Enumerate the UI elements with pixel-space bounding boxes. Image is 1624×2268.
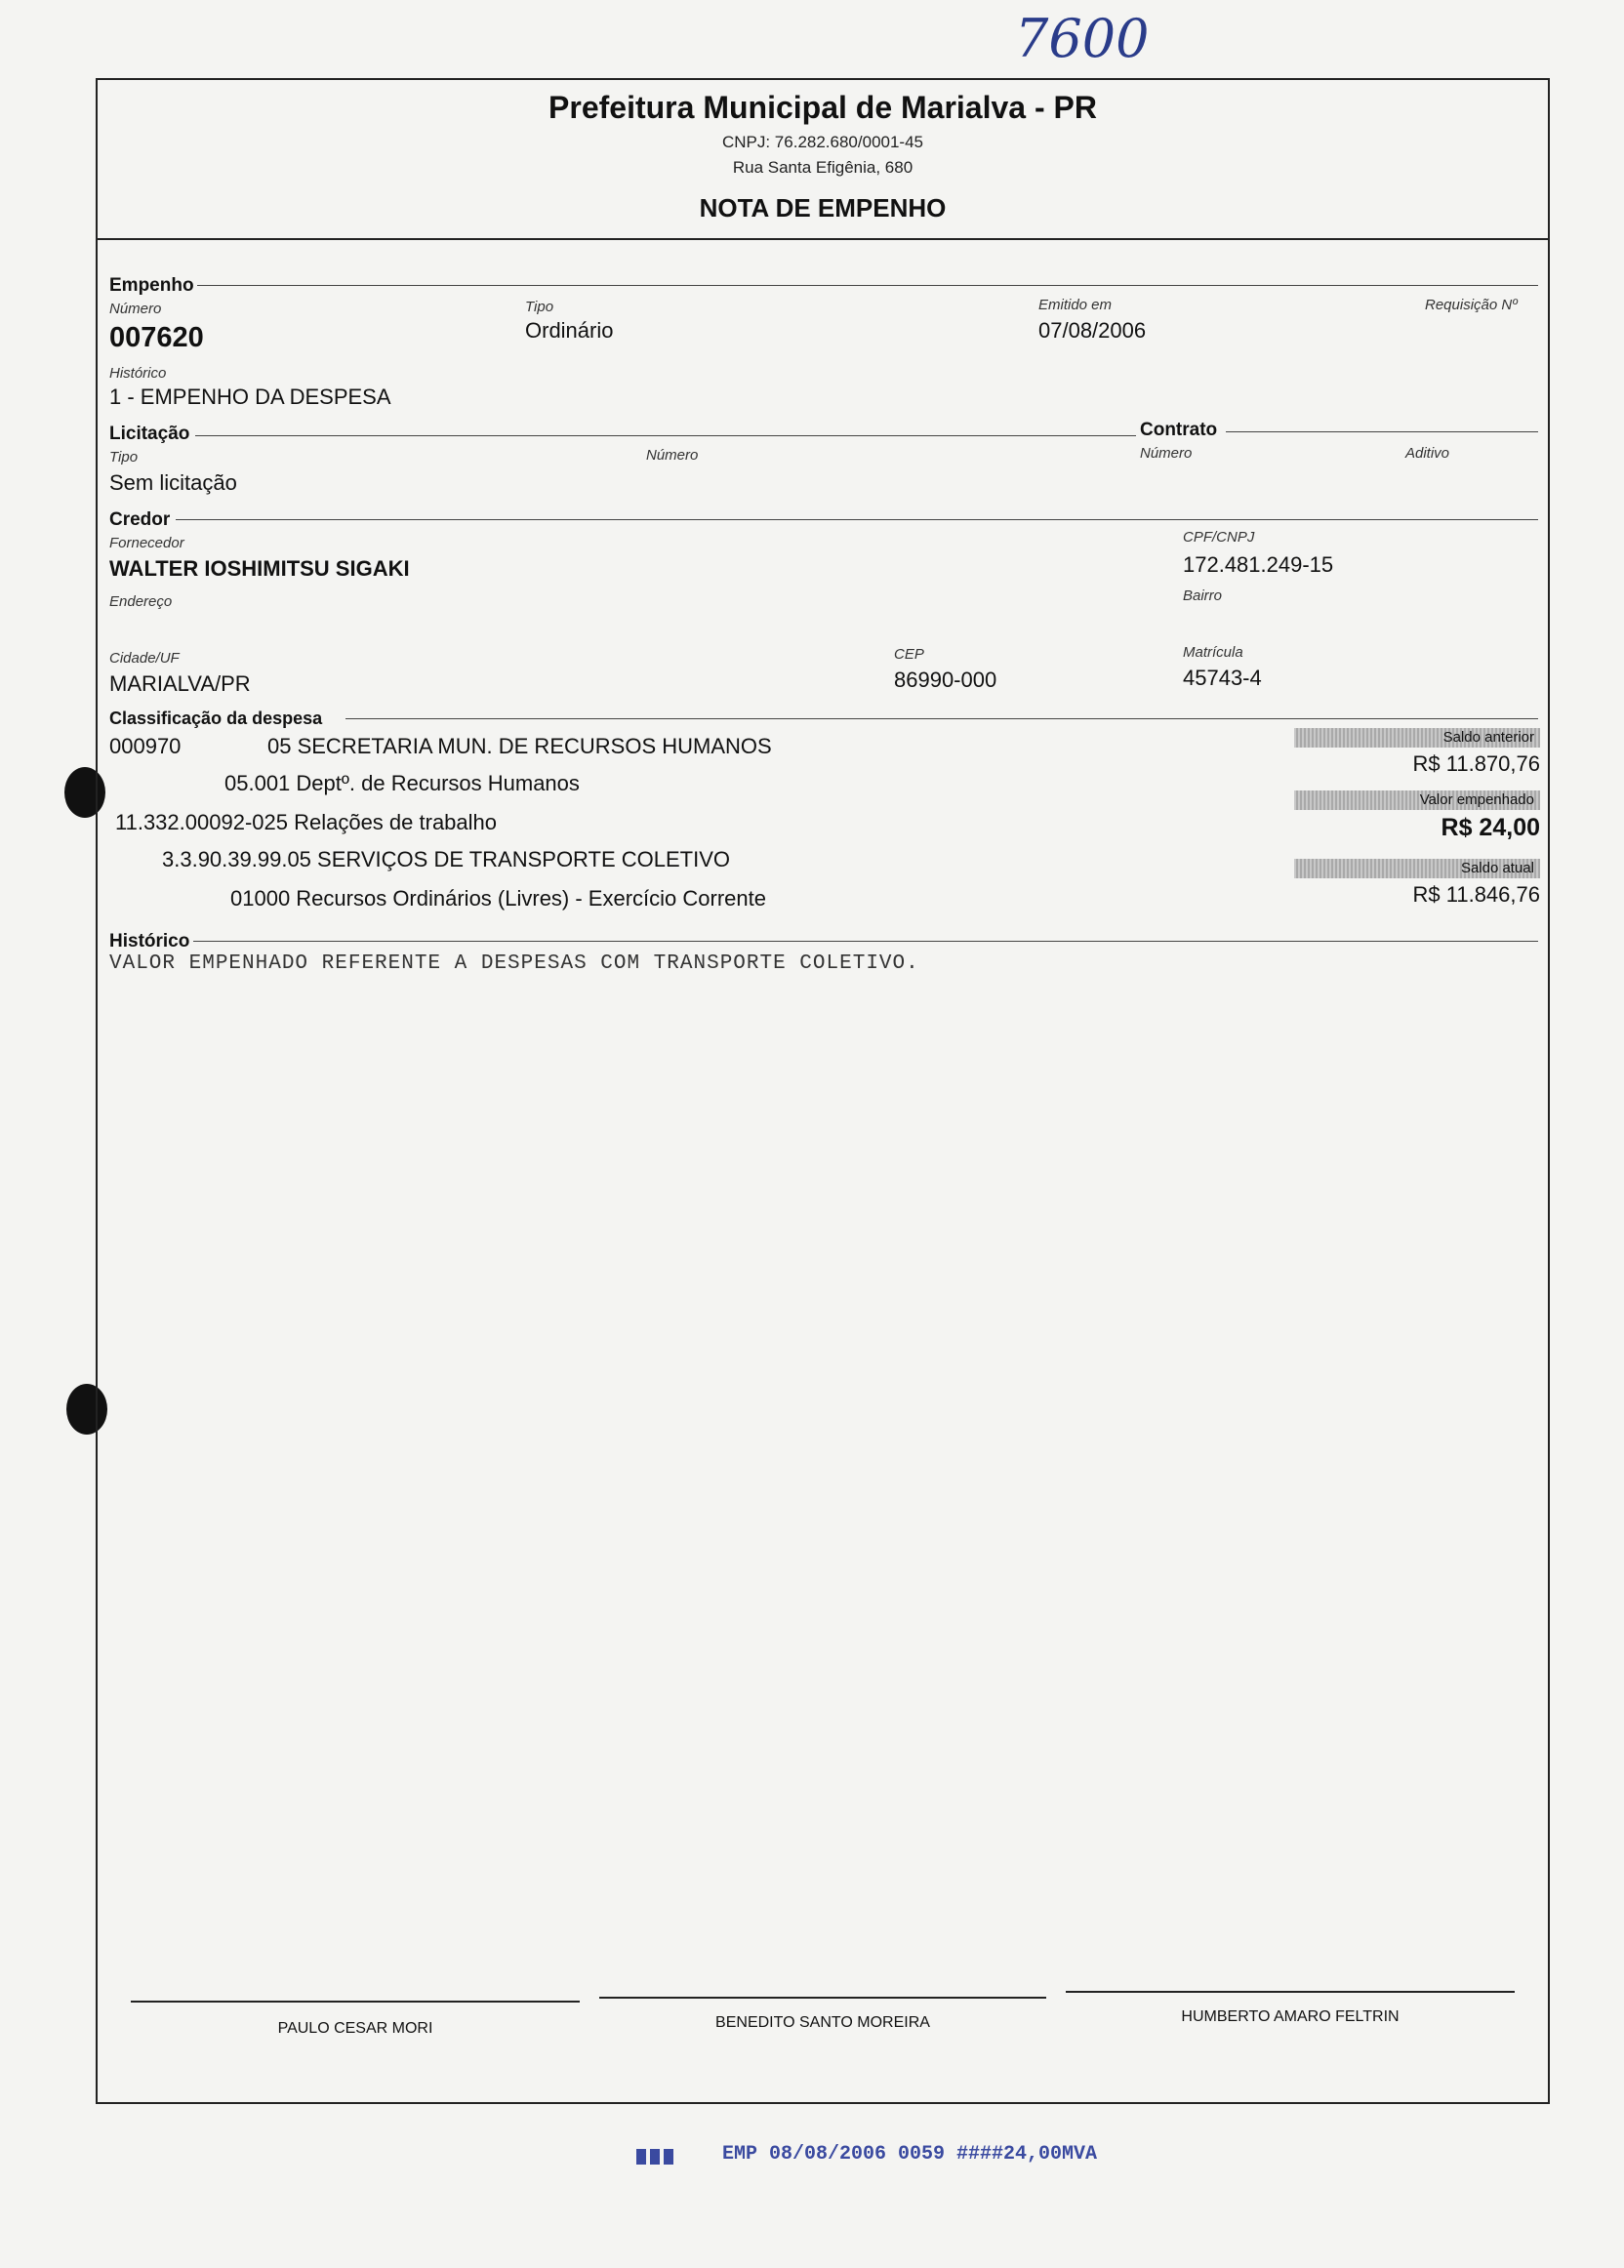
section-empenho: Empenho	[109, 275, 194, 296]
fornecedor-name: WALTER IOSHIMITSU SIGAKI	[109, 556, 410, 581]
cpf-label: CPF/CNPJ	[1183, 529, 1255, 546]
section-rule	[197, 285, 1538, 286]
footer-stamp: EMP 08/08/2006 0059 ####24,00MVA	[722, 2143, 1098, 2166]
signature-name-2: BENEDITO SANTO MOREIRA	[715, 2014, 930, 2031]
licitacao-numero-label: Número	[646, 447, 699, 464]
section-rule	[1226, 431, 1538, 432]
classificacao-fonte: 01000 Recursos Ordinários (Livres) - Exercício Corrente	[230, 886, 766, 911]
handwritten-number: 7600	[1015, 8, 1150, 69]
saldo-atual-label: Saldo atual	[1294, 859, 1540, 878]
section-credor: Credor	[109, 509, 171, 530]
classificacao-unidade: 05.001 Deptº. de Recursos Humanos	[224, 771, 580, 795]
valor-empenhado-value: R$ 24,00	[1441, 814, 1540, 841]
page-title: Prefeitura Municipal de Marialva - PR	[548, 90, 1097, 125]
empenho-numero-label: Número	[109, 301, 162, 317]
cidade-label: Cidade/UF	[109, 650, 180, 667]
historico-text: VALOR EMPENHADO REFERENTE A DESPESAS COM TRANSPORTE COLETIVO.	[109, 952, 919, 975]
section-rule	[195, 435, 1136, 436]
valor-empenhado-label: Valor empenhado	[1294, 790, 1540, 810]
empenho-tipo: Ordinário	[525, 318, 614, 343]
document-frame	[96, 78, 1550, 2104]
header-divider	[96, 238, 1550, 240]
saldo-anterior-label: Saldo anterior	[1294, 728, 1540, 748]
classificacao-funcional: 11.332.00092-025 Relações de trabalho	[115, 810, 498, 834]
section-contrato: Contrato	[1140, 420, 1218, 440]
document-title: NOTA DE EMPENHO	[699, 193, 947, 223]
cep-label: CEP	[894, 646, 924, 663]
empenho-numero: 007620	[109, 322, 204, 353]
licitacao-tipo: Sem licitação	[109, 470, 237, 495]
matricula-value: 45743-4	[1183, 666, 1262, 690]
signature-line	[1066, 1991, 1515, 1993]
bairro-label: Bairro	[1183, 587, 1223, 604]
fornecedor-label: Fornecedor	[109, 535, 184, 551]
empenho-historico: 1 - EMPENHO DA DESPESA	[109, 385, 391, 409]
cep-value: 86990-000	[894, 668, 997, 692]
classificacao-orgao: 05 SECRETARIA MUN. DE RECURSOS HUMANOS	[267, 734, 772, 758]
header-cnpj: CNPJ: 76.282.680/0001-45	[721, 133, 924, 151]
historico-label: Histórico	[109, 365, 167, 382]
requisicao-label: Requisição Nº	[1425, 297, 1518, 313]
signature-name-3: HUMBERTO AMARO FELTRIN	[1181, 2008, 1400, 2025]
emitido-date: 07/08/2006	[1038, 318, 1147, 343]
empenho-tipo-label: Tipo	[525, 299, 554, 315]
signature-line	[131, 2001, 580, 2003]
cpf-value: 172.481.249-15	[1183, 552, 1334, 577]
bank-logo-icon	[636, 2145, 675, 2168]
contrato-numero-label: Número	[1140, 445, 1193, 462]
section-rule	[176, 519, 1538, 520]
section-rule	[345, 718, 1538, 719]
section-rule	[193, 941, 1538, 942]
section-historico: Histórico	[109, 931, 190, 952]
section-classificacao: Classificação da despesa	[109, 709, 323, 728]
emitido-label: Emitido em	[1038, 297, 1113, 313]
header-address: Rua Santa Efigênia, 680	[732, 158, 914, 177]
classificacao-elemento: 3.3.90.39.99.05 SERVIÇOS DE TRANSPORTE COLETIVO	[162, 847, 731, 871]
section-licitacao: Licitação	[109, 424, 190, 444]
classificacao-code: 000970	[109, 734, 182, 758]
saldo-atual-value: R$ 11.846,76	[1412, 882, 1540, 907]
cidade-value: MARIALVA/PR	[109, 671, 251, 696]
signature-line	[599, 1997, 1046, 1999]
saldo-anterior-value: R$ 11.870,76	[1412, 751, 1540, 776]
contrato-aditivo-label: Aditivo	[1405, 445, 1450, 462]
endereco-label: Endereço	[109, 593, 173, 610]
signature-name-1: PAULO CESAR MORI	[277, 2020, 433, 2037]
licitacao-tipo-label: Tipo	[109, 449, 139, 466]
matricula-label: Matrícula	[1183, 644, 1243, 661]
